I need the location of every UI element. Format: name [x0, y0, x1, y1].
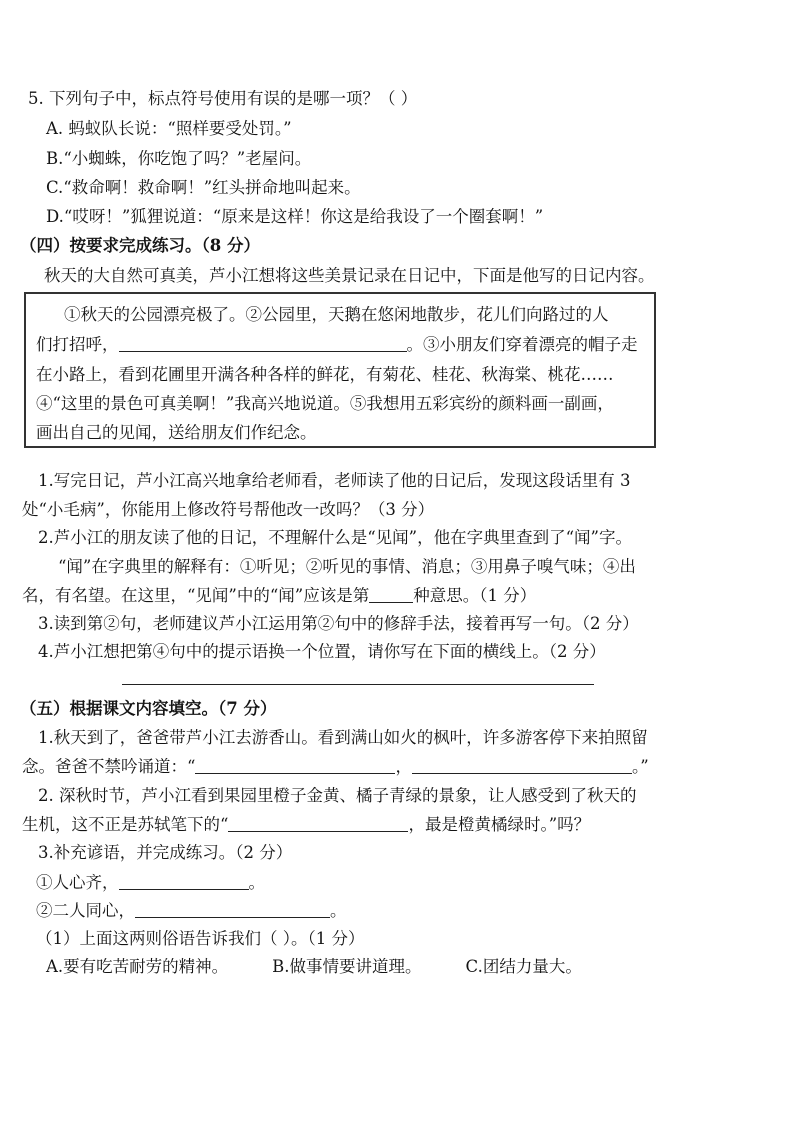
q5-option-b: B.“小蜘蛛，你吃饱了吗？”老屋问。: [46, 149, 312, 168]
su-shi-poem-blank[interactable]: [228, 815, 408, 832]
proverb-2-blank[interactable]: [135, 901, 330, 918]
proverb-1-text: ①人心齐，: [36, 873, 119, 892]
diary-line-2-end: 。③小朋友们穿着漂亮的帽子走: [406, 335, 638, 354]
proverb-2-period: 。: [330, 901, 347, 920]
proverb-2: [36, 900, 347, 922]
diary-fill-blank[interactable]: [119, 335, 407, 352]
q5-stem: 5. 下列句子中，标点符号使用有误的是哪一项？（ ）: [28, 89, 418, 108]
q5-option-c: C.“救命啊！救命啊！”红头拼命地叫起来。: [46, 178, 361, 197]
diary-line-4: ④“这里的景色可真美啊！”我高兴地说道。⑤我想用五彩宾纷的颜料画一副画，: [36, 394, 614, 413]
proverb-1: [36, 872, 265, 894]
s5-q2-line-2: [22, 814, 590, 836]
s5-q1-line-2-end: 。”: [631, 757, 649, 776]
s4-q2-line-3-start: 名，有名望。在这里，“见闻”中的“闻”应该是第: [22, 586, 370, 605]
section4-heading: （四）按要求完成练习。（8 分）: [20, 236, 260, 255]
s4-q4: 4.芦小江想把第④句中的提示语换一个位置，请你写在下面的横线上。（2 分）: [38, 642, 606, 661]
diary-line-5: 画出自己的见闻，送给朋友们作纪念。: [36, 423, 317, 442]
choice-c[interactable]: C.团结力量大。: [465, 957, 582, 976]
q5-option-d: D.“哎呀！”狐狸说道：“原来是这样！你这是给我设了一个圈套啊！”: [46, 207, 544, 226]
s5-q1-comma: ，: [395, 757, 412, 776]
s5-q2-line-1: 2. 深秋时节，芦小江看到果园里橙子金黄、橘子青绿的景象，让人感受到了秋天的: [38, 786, 637, 805]
diary-line-2-start: 们打招呼，: [36, 335, 119, 354]
s4-q2-line-2: “闻”在字典里的解释有：①听见；②听见的事情、消息；③用鼻子嗅气味；④出: [58, 557, 636, 576]
poem-blank-1[interactable]: [195, 757, 395, 774]
s4-q2-line-3: [22, 585, 536, 607]
s5-sub-question: （1）上面这两则俗语告诉我们（ ）。（1 分）: [36, 929, 365, 948]
s5-q2-line-2-end: ，最是橙黄橘绿时。”吗？: [408, 815, 591, 834]
section4-intro: 秋天的大自然可真美，芦小江想将这些美景记录在日记中，下面是他写的日记内容。: [44, 266, 655, 285]
s4-q1-line-2: 处“小毛病”，你能用上修改符号帮他改一改吗？（3 分）: [22, 500, 435, 519]
choice-row: [46, 956, 582, 978]
diary-line-3: 在小路上，看到花圃里开满各种各样的鲜花，有菊花、桂花、秋海棠、桃花……: [36, 365, 614, 384]
diary-line-1: ①秋天的公园漂亮极了。②公园里，天鹅在悠闲地散步，花儿们向路过的人: [64, 305, 609, 324]
s4-q2-line-3-end: 种意思。（1 分）: [413, 586, 537, 605]
proverb-1-blank[interactable]: [119, 873, 249, 890]
s4-q2-line-1: 2.芦小江的朋友读了他的日记，不理解什么是“见闻”，他在字典里查到了“闻”字。: [38, 528, 632, 547]
s5-q1-line-2: [22, 756, 649, 778]
s4-q3: 3.读到第②句，老师建议芦小江运用第②句中的修辞手法，接着再写一句。（2 分）: [38, 614, 639, 633]
choice-a[interactable]: A.要有吃苦耐劳的精神。: [46, 957, 229, 976]
choice-b[interactable]: B.做事情要讲道理。: [272, 957, 422, 976]
s5-q1-line-2-start: 念。爸爸不禁吟诵道：“: [22, 757, 196, 776]
meaning-number-blank[interactable]: [369, 586, 413, 603]
s5-q3-stem: 3.补充谚语，并完成练习。（2 分）: [38, 843, 293, 862]
s4-q4-answer-line[interactable]: [122, 684, 594, 685]
poem-blank-2[interactable]: [412, 757, 632, 774]
section5-heading: （五）根据课文内容填空。（7 分）: [20, 699, 277, 718]
s4-q1-line-1: 1.写完日记，芦小江高兴地拿给老师看，老师读了他的日记后，发现这段话里有 3: [38, 471, 631, 490]
proverb-2-text: ②二人同心，: [36, 901, 135, 920]
proverb-1-period: 。: [248, 873, 265, 892]
s5-q2-line-2-start: 生机，这不正是苏轼笔下的“: [22, 815, 229, 834]
s5-q1-line-1: 1.秋天到了，爸爸带芦小江去游香山。看到满山如火的枫叶，许多游客停下来拍照留: [38, 728, 648, 747]
q5-option-a: A. 蚂蚁队长说：“照样要受处罚。”: [46, 119, 292, 138]
diary-line-2: [36, 334, 638, 356]
